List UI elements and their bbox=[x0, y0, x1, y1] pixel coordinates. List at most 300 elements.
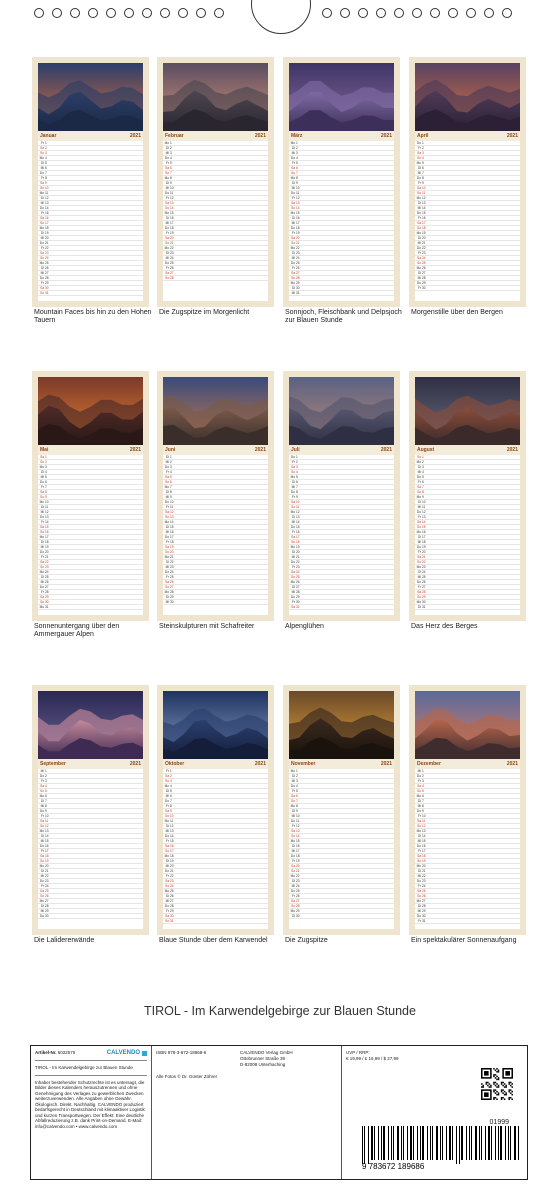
day-row[interactable] bbox=[289, 291, 394, 296]
day-number: 6 bbox=[45, 794, 47, 798]
day-number: 17 bbox=[170, 535, 174, 539]
day-number: 17 bbox=[170, 849, 174, 853]
day-number: 21 bbox=[45, 555, 49, 559]
month-header bbox=[289, 445, 394, 455]
weekday-label: Do bbox=[416, 844, 421, 848]
weekday-label: So bbox=[40, 186, 44, 190]
day-number: 2 bbox=[422, 460, 424, 464]
day-number: 30 bbox=[45, 600, 49, 604]
weekday-label: Mi bbox=[417, 241, 421, 245]
weekday-label: So bbox=[291, 206, 295, 210]
day-number: 20 bbox=[170, 864, 174, 868]
month-card bbox=[157, 685, 274, 935]
weekday-label: Fr bbox=[291, 460, 295, 464]
weekday-label: Mo bbox=[416, 495, 421, 499]
weekday-label: Mo bbox=[39, 465, 44, 469]
weekday-label: Mi bbox=[417, 540, 421, 544]
day-number: 10 bbox=[422, 186, 426, 190]
day-number: 14 bbox=[422, 834, 426, 838]
day-number: 29 bbox=[45, 909, 49, 913]
day-number: 26 bbox=[45, 580, 49, 584]
short-title: TIROL - Im Karwendelgebirge zur Blauen Stunde bbox=[35, 1065, 147, 1076]
month-card bbox=[283, 685, 400, 935]
weekday-label: Sa bbox=[40, 181, 44, 185]
day-number: 24 bbox=[170, 884, 174, 888]
day-number: 16 bbox=[45, 530, 49, 534]
day-number: 25 bbox=[296, 575, 300, 579]
day-number: 18 bbox=[45, 540, 49, 544]
day-number: 8 bbox=[296, 176, 298, 180]
weekday-label: So bbox=[40, 291, 44, 295]
day-number: 8 bbox=[422, 804, 424, 808]
weekday-label: Sa bbox=[417, 186, 421, 190]
weekday-label: Fr bbox=[417, 251, 421, 255]
weekday-label: Do bbox=[416, 809, 421, 813]
weekday-label: Do bbox=[290, 490, 295, 494]
month-caption: Sonnjoch, Fleischbank und Delpsjoch zur Blauen Stunde bbox=[285, 309, 402, 324]
weekday-label: So bbox=[165, 779, 169, 783]
month-caption: Die Lalidererwände bbox=[34, 937, 95, 944]
day-number: 11 bbox=[170, 191, 174, 195]
day-number: 15 bbox=[170, 525, 174, 529]
day-number: 26 bbox=[170, 894, 174, 898]
day-number: 18 bbox=[422, 540, 426, 544]
day-number: 18 bbox=[296, 540, 300, 544]
day-number: 19 bbox=[45, 545, 49, 549]
weekday-label: So bbox=[417, 226, 421, 230]
weekday-label: Di bbox=[417, 834, 421, 838]
month-header bbox=[163, 445, 268, 455]
weekday-label: Mo bbox=[416, 794, 421, 798]
weekday-label: Sa bbox=[417, 221, 421, 225]
weekday-label: So bbox=[291, 904, 295, 908]
weekday-label: Do bbox=[290, 156, 295, 160]
day-number: 30 bbox=[422, 914, 426, 918]
weekday-label: Di bbox=[291, 515, 295, 519]
day-number: 14 bbox=[296, 520, 300, 524]
day-number: 15 bbox=[422, 839, 426, 843]
day-number: 19 bbox=[170, 231, 174, 235]
day-number: 7 bbox=[422, 485, 424, 489]
weekday-label: Mo bbox=[290, 211, 295, 215]
weekday-label: Mi bbox=[40, 874, 44, 878]
weekday-label: Di bbox=[40, 869, 44, 873]
day-number: 11 bbox=[296, 819, 300, 823]
month-card bbox=[283, 57, 400, 307]
day-number: 27 bbox=[296, 585, 300, 589]
publisher-city: D-82008 Unterhaching bbox=[240, 1062, 286, 1067]
day-number: 1 bbox=[45, 455, 47, 459]
day-number: 17 bbox=[170, 221, 174, 225]
day-row[interactable] bbox=[289, 605, 394, 610]
weekday-label: Sa bbox=[40, 819, 44, 823]
day-number: 19 bbox=[296, 545, 300, 549]
day-number: 24 bbox=[296, 884, 300, 888]
weekday-label: Sa bbox=[165, 774, 169, 778]
weekday-label: Do bbox=[164, 799, 169, 803]
day-number: 11 bbox=[422, 191, 426, 195]
weekday-label: Di bbox=[417, 166, 421, 170]
day-number: 16 bbox=[170, 530, 174, 534]
weekday-label: Fr bbox=[40, 281, 44, 285]
day-number: 17 bbox=[45, 535, 49, 539]
day-number: 4 bbox=[45, 156, 47, 160]
day-number: 29 bbox=[296, 909, 300, 913]
weekday-label: Di bbox=[40, 904, 44, 908]
weekday-label: Do bbox=[39, 480, 44, 484]
day-number: 8 bbox=[422, 176, 424, 180]
weekday-label: So bbox=[417, 191, 421, 195]
day-number: 2 bbox=[45, 774, 47, 778]
month-year: 2021 bbox=[129, 761, 141, 767]
weekday-label: Sa bbox=[40, 251, 44, 255]
day-number: 22 bbox=[422, 874, 426, 878]
day-number: 6 bbox=[422, 794, 424, 798]
day-row[interactable] bbox=[38, 914, 143, 919]
month-card bbox=[32, 685, 149, 935]
day-number: 24 bbox=[296, 256, 300, 260]
weekday-label: Do bbox=[290, 191, 295, 195]
day-number: 17 bbox=[45, 221, 49, 225]
weekday-label: Di bbox=[291, 286, 295, 290]
weekday-label: Sa bbox=[165, 236, 169, 240]
day-number: 31 bbox=[45, 605, 49, 609]
day-number: 19 bbox=[296, 859, 300, 863]
day-number: 10 bbox=[422, 500, 426, 504]
weekday-label: So bbox=[40, 221, 44, 225]
day-number: 25 bbox=[170, 889, 174, 893]
day-number: 25 bbox=[422, 575, 426, 579]
month-year: 2021 bbox=[254, 133, 266, 139]
weekday-label: So bbox=[40, 151, 44, 155]
day-row[interactable] bbox=[415, 605, 520, 610]
day-number: 13 bbox=[45, 201, 49, 205]
weekday-label: Do bbox=[164, 869, 169, 873]
weekday-label: Mi bbox=[40, 909, 44, 913]
weekday-label: Fr bbox=[165, 505, 169, 509]
weekday-label: Mo bbox=[416, 231, 421, 235]
day-planner bbox=[163, 141, 268, 301]
day-number: 15 bbox=[296, 211, 300, 215]
weekday-label: So bbox=[291, 799, 295, 803]
day-number: 5 bbox=[296, 789, 298, 793]
weekday-label: Fr bbox=[40, 849, 44, 853]
weekday-label: Di bbox=[291, 480, 295, 484]
day-number: 16 bbox=[422, 844, 426, 848]
day-number: 2 bbox=[45, 146, 47, 150]
weekday-label: Do bbox=[39, 206, 44, 210]
day-number: 28 bbox=[296, 276, 300, 280]
weekday-label: Do bbox=[416, 475, 421, 479]
weekday-label: Mi bbox=[40, 545, 44, 549]
day-row[interactable] bbox=[163, 276, 268, 281]
binding-hole bbox=[88, 8, 98, 18]
day-number: 27 bbox=[296, 899, 300, 903]
day-number: 25 bbox=[296, 261, 300, 265]
day-number: 29 bbox=[45, 595, 49, 599]
weekday-label: Mi bbox=[165, 530, 169, 534]
month-photo bbox=[163, 691, 268, 759]
month-card bbox=[409, 371, 526, 621]
day-number: 1 bbox=[170, 769, 172, 773]
month-photo bbox=[38, 377, 143, 445]
month-card bbox=[409, 685, 526, 935]
month-caption: Die Zugspitze im Morgenlicht bbox=[159, 309, 250, 316]
weekday-label: Mi bbox=[40, 201, 44, 205]
day-number: 3 bbox=[45, 151, 47, 155]
price-label: UVP / RRP: bbox=[346, 1050, 370, 1055]
weekday-label: Sa bbox=[165, 809, 169, 813]
day-number: 7 bbox=[170, 485, 172, 489]
day-number: 2 bbox=[422, 146, 424, 150]
day-number: 23 bbox=[45, 879, 49, 883]
day-number: 6 bbox=[422, 480, 424, 484]
day-number: 9 bbox=[170, 809, 172, 813]
weekday-label: So bbox=[165, 206, 169, 210]
day-planner bbox=[289, 141, 394, 301]
day-number: 24 bbox=[422, 256, 426, 260]
day-number: 30 bbox=[296, 914, 300, 918]
day-number: 12 bbox=[422, 824, 426, 828]
day-number: 5 bbox=[422, 475, 424, 479]
day-number: 24 bbox=[45, 256, 49, 260]
day-number: 5 bbox=[45, 475, 47, 479]
weekday-label: Di bbox=[165, 455, 169, 459]
weekday-label: Fr bbox=[40, 884, 44, 888]
day-number: 25 bbox=[45, 889, 49, 893]
binding-hole bbox=[412, 8, 422, 18]
weekday-label: Mo bbox=[39, 535, 44, 539]
month-name: Januar bbox=[40, 133, 57, 139]
day-row[interactable] bbox=[289, 914, 394, 919]
weekday-label: Fr bbox=[417, 181, 421, 185]
day-number: 4 bbox=[45, 470, 47, 474]
weekday-label: Sa bbox=[291, 570, 295, 574]
day-number: 20 bbox=[422, 550, 426, 554]
day-number: 22 bbox=[45, 560, 49, 564]
day-number: 14 bbox=[45, 206, 49, 210]
day-row[interactable] bbox=[415, 919, 520, 924]
weekday-label: So bbox=[165, 884, 169, 888]
weekday-label: Mo bbox=[290, 580, 295, 584]
month-name: September bbox=[40, 761, 66, 767]
weekday-label: Do bbox=[164, 191, 169, 195]
day-number: 15 bbox=[170, 211, 174, 215]
day-number: 18 bbox=[45, 854, 49, 858]
month-caption: Alpenglühen bbox=[285, 623, 324, 630]
weekday-label: Mi bbox=[291, 186, 295, 190]
day-number: 10 bbox=[422, 814, 426, 818]
day-number: 29 bbox=[296, 595, 300, 599]
weekday-label: Mi bbox=[291, 814, 295, 818]
weekday-label: Do bbox=[290, 560, 295, 564]
price-block bbox=[346, 1050, 399, 1062]
day-number: 26 bbox=[422, 580, 426, 584]
weekday-label: Fr bbox=[165, 769, 169, 773]
month-year: 2021 bbox=[129, 133, 141, 139]
day-number: 6 bbox=[170, 166, 172, 170]
weekday-label: Mi bbox=[291, 555, 295, 559]
day-number: 21 bbox=[296, 869, 300, 873]
day-number: 6 bbox=[45, 166, 47, 170]
weekday-label: Mo bbox=[290, 909, 295, 913]
weekday-label: So bbox=[417, 455, 421, 459]
weekday-label: Fr bbox=[291, 161, 295, 165]
binding-hole bbox=[214, 8, 224, 18]
weekday-label: Di bbox=[291, 146, 295, 150]
month-caption: Mountain Faces bis hin zu den Hohen Tauern bbox=[34, 309, 152, 324]
day-number: 4 bbox=[296, 156, 298, 160]
weekday-label: Do bbox=[416, 545, 421, 549]
month-year: 2021 bbox=[506, 761, 518, 767]
day-number: 12 bbox=[170, 196, 174, 200]
day-number: 25 bbox=[170, 261, 174, 265]
day-number: 28 bbox=[296, 590, 300, 594]
weekday-label: Sa bbox=[291, 899, 295, 903]
weekday-label: Mi bbox=[291, 256, 295, 260]
publisher-street: Ottobrunner Straße 39 bbox=[240, 1056, 286, 1061]
weekday-label: Sa bbox=[40, 560, 44, 564]
month-card bbox=[157, 371, 274, 621]
day-number: 16 bbox=[422, 530, 426, 534]
day-number: 9 bbox=[422, 181, 424, 185]
weekday-label: So bbox=[417, 595, 421, 599]
day-number: 23 bbox=[45, 565, 49, 569]
day-number: 8 bbox=[170, 490, 172, 494]
day-number: 5 bbox=[296, 161, 298, 165]
day-number: 8 bbox=[296, 490, 298, 494]
month-year: 2021 bbox=[380, 761, 392, 767]
weekday-label: Mo bbox=[416, 196, 421, 200]
day-number: 21 bbox=[296, 555, 300, 559]
weekday-label: Fr bbox=[417, 550, 421, 554]
day-number: 28 bbox=[422, 904, 426, 908]
day-number: 11 bbox=[170, 505, 174, 509]
month-header bbox=[289, 759, 394, 769]
binding-hole bbox=[70, 8, 80, 18]
day-number: 20 bbox=[45, 550, 49, 554]
day-row[interactable] bbox=[38, 291, 143, 296]
day-number: 4 bbox=[422, 784, 424, 788]
day-number: 17 bbox=[45, 849, 49, 853]
day-number: 28 bbox=[170, 590, 174, 594]
weekday-label: Sa bbox=[417, 520, 421, 524]
weekday-label: Di bbox=[291, 879, 295, 883]
day-number: 22 bbox=[45, 874, 49, 878]
day-number: 2 bbox=[170, 460, 172, 464]
day-number: 20 bbox=[296, 236, 300, 240]
calvendo-logo: CALVENDO bbox=[107, 1050, 147, 1056]
weekday-label: Fr bbox=[291, 565, 295, 569]
weekday-label: Mo bbox=[416, 829, 421, 833]
binding-hole bbox=[430, 8, 440, 18]
weekday-label: Mo bbox=[290, 769, 295, 773]
weekday-label: So bbox=[40, 256, 44, 260]
day-number: 8 bbox=[422, 490, 424, 494]
weekday-label: Mo bbox=[39, 570, 44, 574]
day-number: 15 bbox=[170, 839, 174, 843]
weekday-label: Sa bbox=[291, 829, 295, 833]
weekday-label: So bbox=[417, 859, 421, 863]
day-number: 15 bbox=[422, 211, 426, 215]
weekday-label: Sa bbox=[291, 605, 295, 609]
weekday-label: Fr bbox=[40, 176, 44, 180]
weekday-label: So bbox=[165, 480, 169, 484]
month-photo bbox=[289, 691, 394, 759]
binding-hole bbox=[502, 8, 512, 18]
weekday-label: Sa bbox=[417, 555, 421, 559]
weekday-label: Mo bbox=[164, 784, 169, 788]
qr-code-icon bbox=[481, 1068, 513, 1100]
imprint-column-right bbox=[342, 1046, 529, 1179]
weekday-label: Sa bbox=[165, 271, 169, 275]
day-number: 22 bbox=[296, 560, 300, 564]
day-number: 12 bbox=[422, 510, 426, 514]
weekday-label: Fr bbox=[165, 161, 169, 165]
weekday-label: Mo bbox=[39, 899, 44, 903]
day-row[interactable] bbox=[163, 600, 268, 605]
weekday-label: Di bbox=[291, 216, 295, 220]
day-number: 12 bbox=[45, 510, 49, 514]
month-year: 2021 bbox=[380, 133, 392, 139]
weekday-label: Mi bbox=[40, 839, 44, 843]
day-number: 30 bbox=[296, 600, 300, 604]
day-number: 30 bbox=[45, 286, 49, 290]
hanger-cutout bbox=[251, 0, 311, 34]
month-photo bbox=[163, 63, 268, 131]
day-row[interactable] bbox=[415, 286, 520, 291]
day-number: 22 bbox=[170, 246, 174, 250]
weekday-label: So bbox=[291, 575, 295, 579]
day-row[interactable] bbox=[38, 605, 143, 610]
weekday-label: Do bbox=[164, 261, 169, 265]
day-number: 5 bbox=[422, 789, 424, 793]
weekday-label: Sa bbox=[417, 889, 421, 893]
day-number: 26 bbox=[45, 894, 49, 898]
day-number: 31 bbox=[296, 605, 300, 609]
weekday-label: So bbox=[291, 241, 295, 245]
day-number: 5 bbox=[45, 161, 47, 165]
day-row[interactable] bbox=[163, 919, 268, 924]
weekday-label: Do bbox=[290, 889, 295, 893]
day-number: 20 bbox=[296, 550, 300, 554]
publisher-address bbox=[240, 1050, 340, 1068]
weekday-label: Fr bbox=[291, 824, 295, 828]
weekday-label: Fr bbox=[165, 575, 169, 579]
weekday-label: Sa bbox=[40, 286, 44, 290]
day-number: 3 bbox=[422, 779, 424, 783]
weekday-label: Fr bbox=[165, 231, 169, 235]
weekday-label: Di bbox=[291, 181, 295, 185]
weekday-label: Sa bbox=[165, 879, 169, 883]
binding-hole bbox=[178, 8, 188, 18]
day-number: 1 bbox=[170, 141, 172, 145]
month-name: Mai bbox=[40, 447, 49, 453]
weekday-label: Di bbox=[40, 266, 44, 270]
day-number: 12 bbox=[422, 196, 426, 200]
weekday-label: Sa bbox=[291, 500, 295, 504]
binding-hole bbox=[448, 8, 458, 18]
day-number: 24 bbox=[170, 570, 174, 574]
weekday-label: So bbox=[417, 560, 421, 564]
weekday-label: Do bbox=[290, 854, 295, 858]
day-number: 11 bbox=[170, 819, 174, 823]
weekday-label: Di bbox=[291, 550, 295, 554]
day-number: 26 bbox=[422, 266, 426, 270]
day-number: 17 bbox=[296, 535, 300, 539]
day-number: 22 bbox=[170, 560, 174, 564]
day-number: 3 bbox=[422, 465, 424, 469]
